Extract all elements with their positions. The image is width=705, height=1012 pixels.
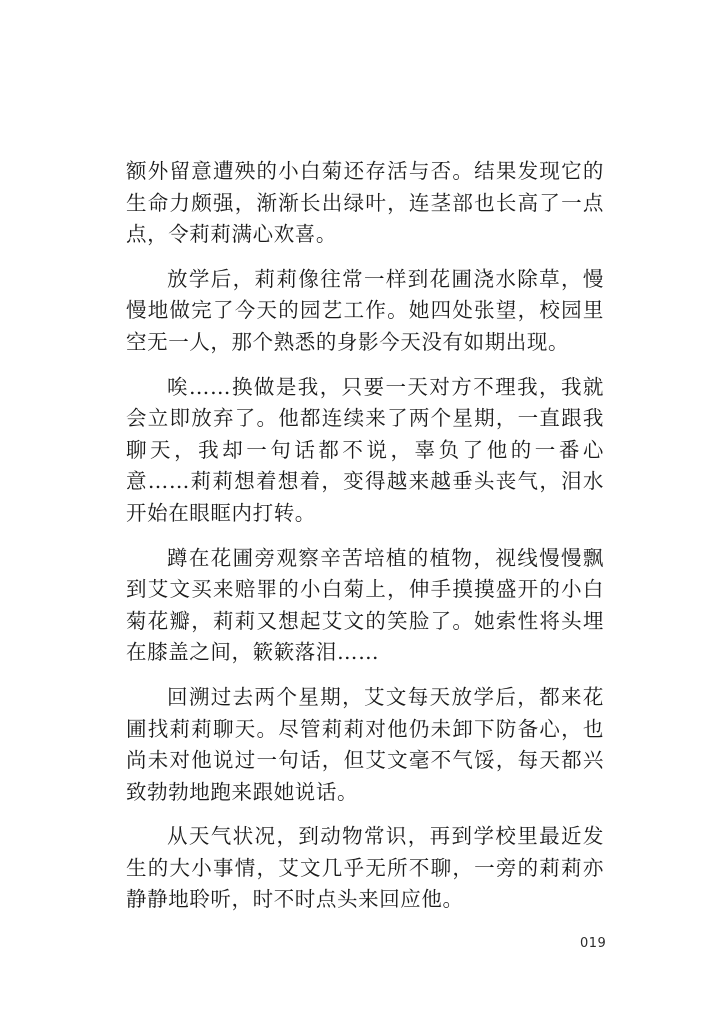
paragraph-continued: 额外留意遭殃的小白菊还存活与否。结果发现它的生命力颇强，渐渐长出绿叶，连茎部也长高了一点点，令莉莉满心欢喜。 xyxy=(126,159,604,247)
paragraph: 回溯过去两个星期，艾文每天放学后，都来花圃找莉莉聊天。尽管莉莉对他仍未卸下防备心，也尚未对他说过一句话，但艾文毫不气馁，每天都兴致勃勃地跑来跟她说话。 xyxy=(126,684,604,804)
paragraph: 从天气状况，到动物常识，再到学校里最近发生的大小事情，艾文几乎无所不聊，一旁的莉莉亦静静地聆听，时不时点头来回应他。 xyxy=(126,824,604,912)
paragraph: 放学后，莉莉像往常一样到花圃浇水除草，慢慢地做完了今天的园艺工作。她四处张望，校园里空无一人，那个熟悉的身影今天没有如期出现。 xyxy=(126,266,604,354)
paragraph: 蹲在花圃旁观察辛苦培植的植物，视线慢慢飘到艾文买来赔罪的小白菊上，伸手摸摸盛开的小白菊花瓣，莉莉又想起艾文的笑脸了。她索性将头埋在膝盖之间，簌簌落泪…… xyxy=(126,545,604,665)
paragraph: 唉……换做是我，只要一天对方不理我，我就会立即放弃了。他都连续来了两个星期，一直跟我聊天，我却一句话都不说，辜负了他的一番心意……莉莉想着想着，变得越来越垂头丧气，泪水开始在眼眶内打转。 xyxy=(126,374,604,525)
body-text xyxy=(126,156,604,929)
page-number: 019 xyxy=(580,936,607,951)
